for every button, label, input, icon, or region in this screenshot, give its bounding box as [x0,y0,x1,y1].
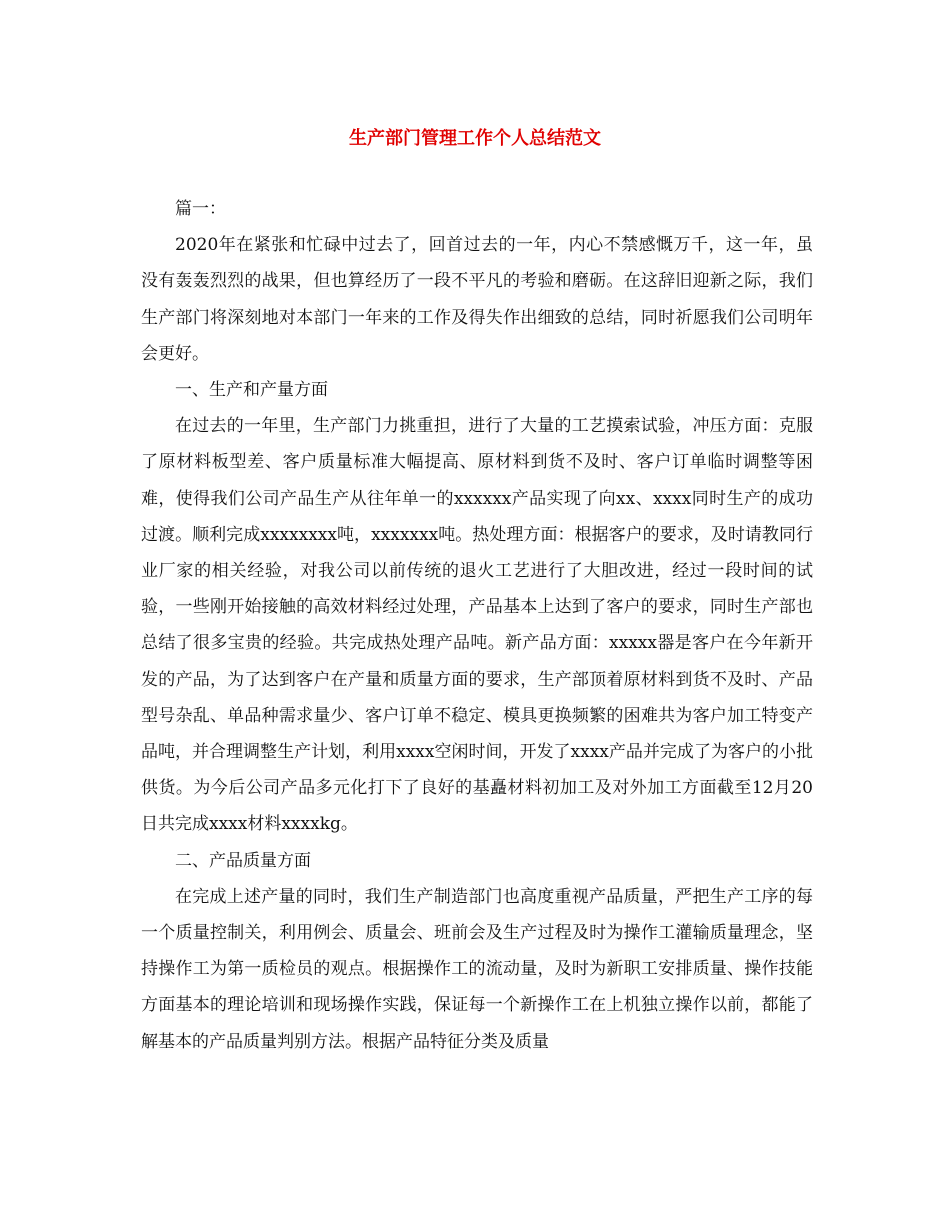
document-body [141,191,813,1060]
paragraph-production-output: 在过去的一年里，生产部门力挑重担，进行了大量的工艺摸索试验，冲压方面：克服了原材料板型差、客户质量标准大幅提高、原材料到货不及时、客户订单临时调整等困难，使得我们公司产品生产从往年单一的xxxxxx产品实现了向xx、xxxx同时生产的成功过渡。顺利完成xxxxxxxx吨，xxxxxxx吨。热处理方面：根据客户的要求，及时请教同行业厂家的相关经验，对我公司以前传统的退火工艺进行了大胆改进，经过一段时间的试验，一些刚开始接触的高效材料经过处理，产品基本上达到了客户的要求，同时生产部也总结了很多宝贵的经验。共完成热处理产品吨。新产品方面：xxxxx器是客户在今年新开发的产品，为了达到客户在产量和质量方面的要求，生产部顶着原材料到货不及时、产品型号杂乱、单品种需求量少、客户订单不稳定、模具更换频繁的困难共为客户加工特变产品吨，并合理调整生产计划，利用xxxx空闲时间，开发了xxxx产品并完成了为客户的小批供货。为今后公司产品多元化打下了良好的基矗材料初加工及对外加工方面截至12月20日共完成xxxx材料xxxxkg。 [141,416,813,835]
paragraph-product-quality: 在完成上述产量的同时，我们生产制造部门也高度重视产品质量，严把生产工序的每一个质量控制关，利用例会、质量会、班前会及生产过程及时为操作工灌输质量理念，坚持操作工为第一质检员的观点。根据操作工的流动量，及时为新职工安排质量、操作技能方面基本的理论培训和现场操作实践，保证每一个新操作工在上机独立操作以前，都能了解基本的产品质量判别方法。根据产品特征分类及质量 [141,886,813,1052]
document-title: 生产部门管理工作个人总结范文 [349,128,601,149]
paragraph-section-label: 篇一： [175,199,226,219]
heading-production-output: 一、生产和产量方面 [175,380,328,401]
heading-product-quality: 二、产品质量方面 [175,850,311,871]
paragraph-intro: 2020年在紧张和忙碌中过去了，回首过去的一年，内心不禁感慨万千，这一年，虽没有轰轰烈烈的战果，但也算经历了一段不平凡的考验和磨砺。在这辞旧迎新之际，我们生产部门将深刻地对本部门一年来的工作及得失作出细致的总结，同时祈愿我们公司明年会更好。 [141,235,813,364]
